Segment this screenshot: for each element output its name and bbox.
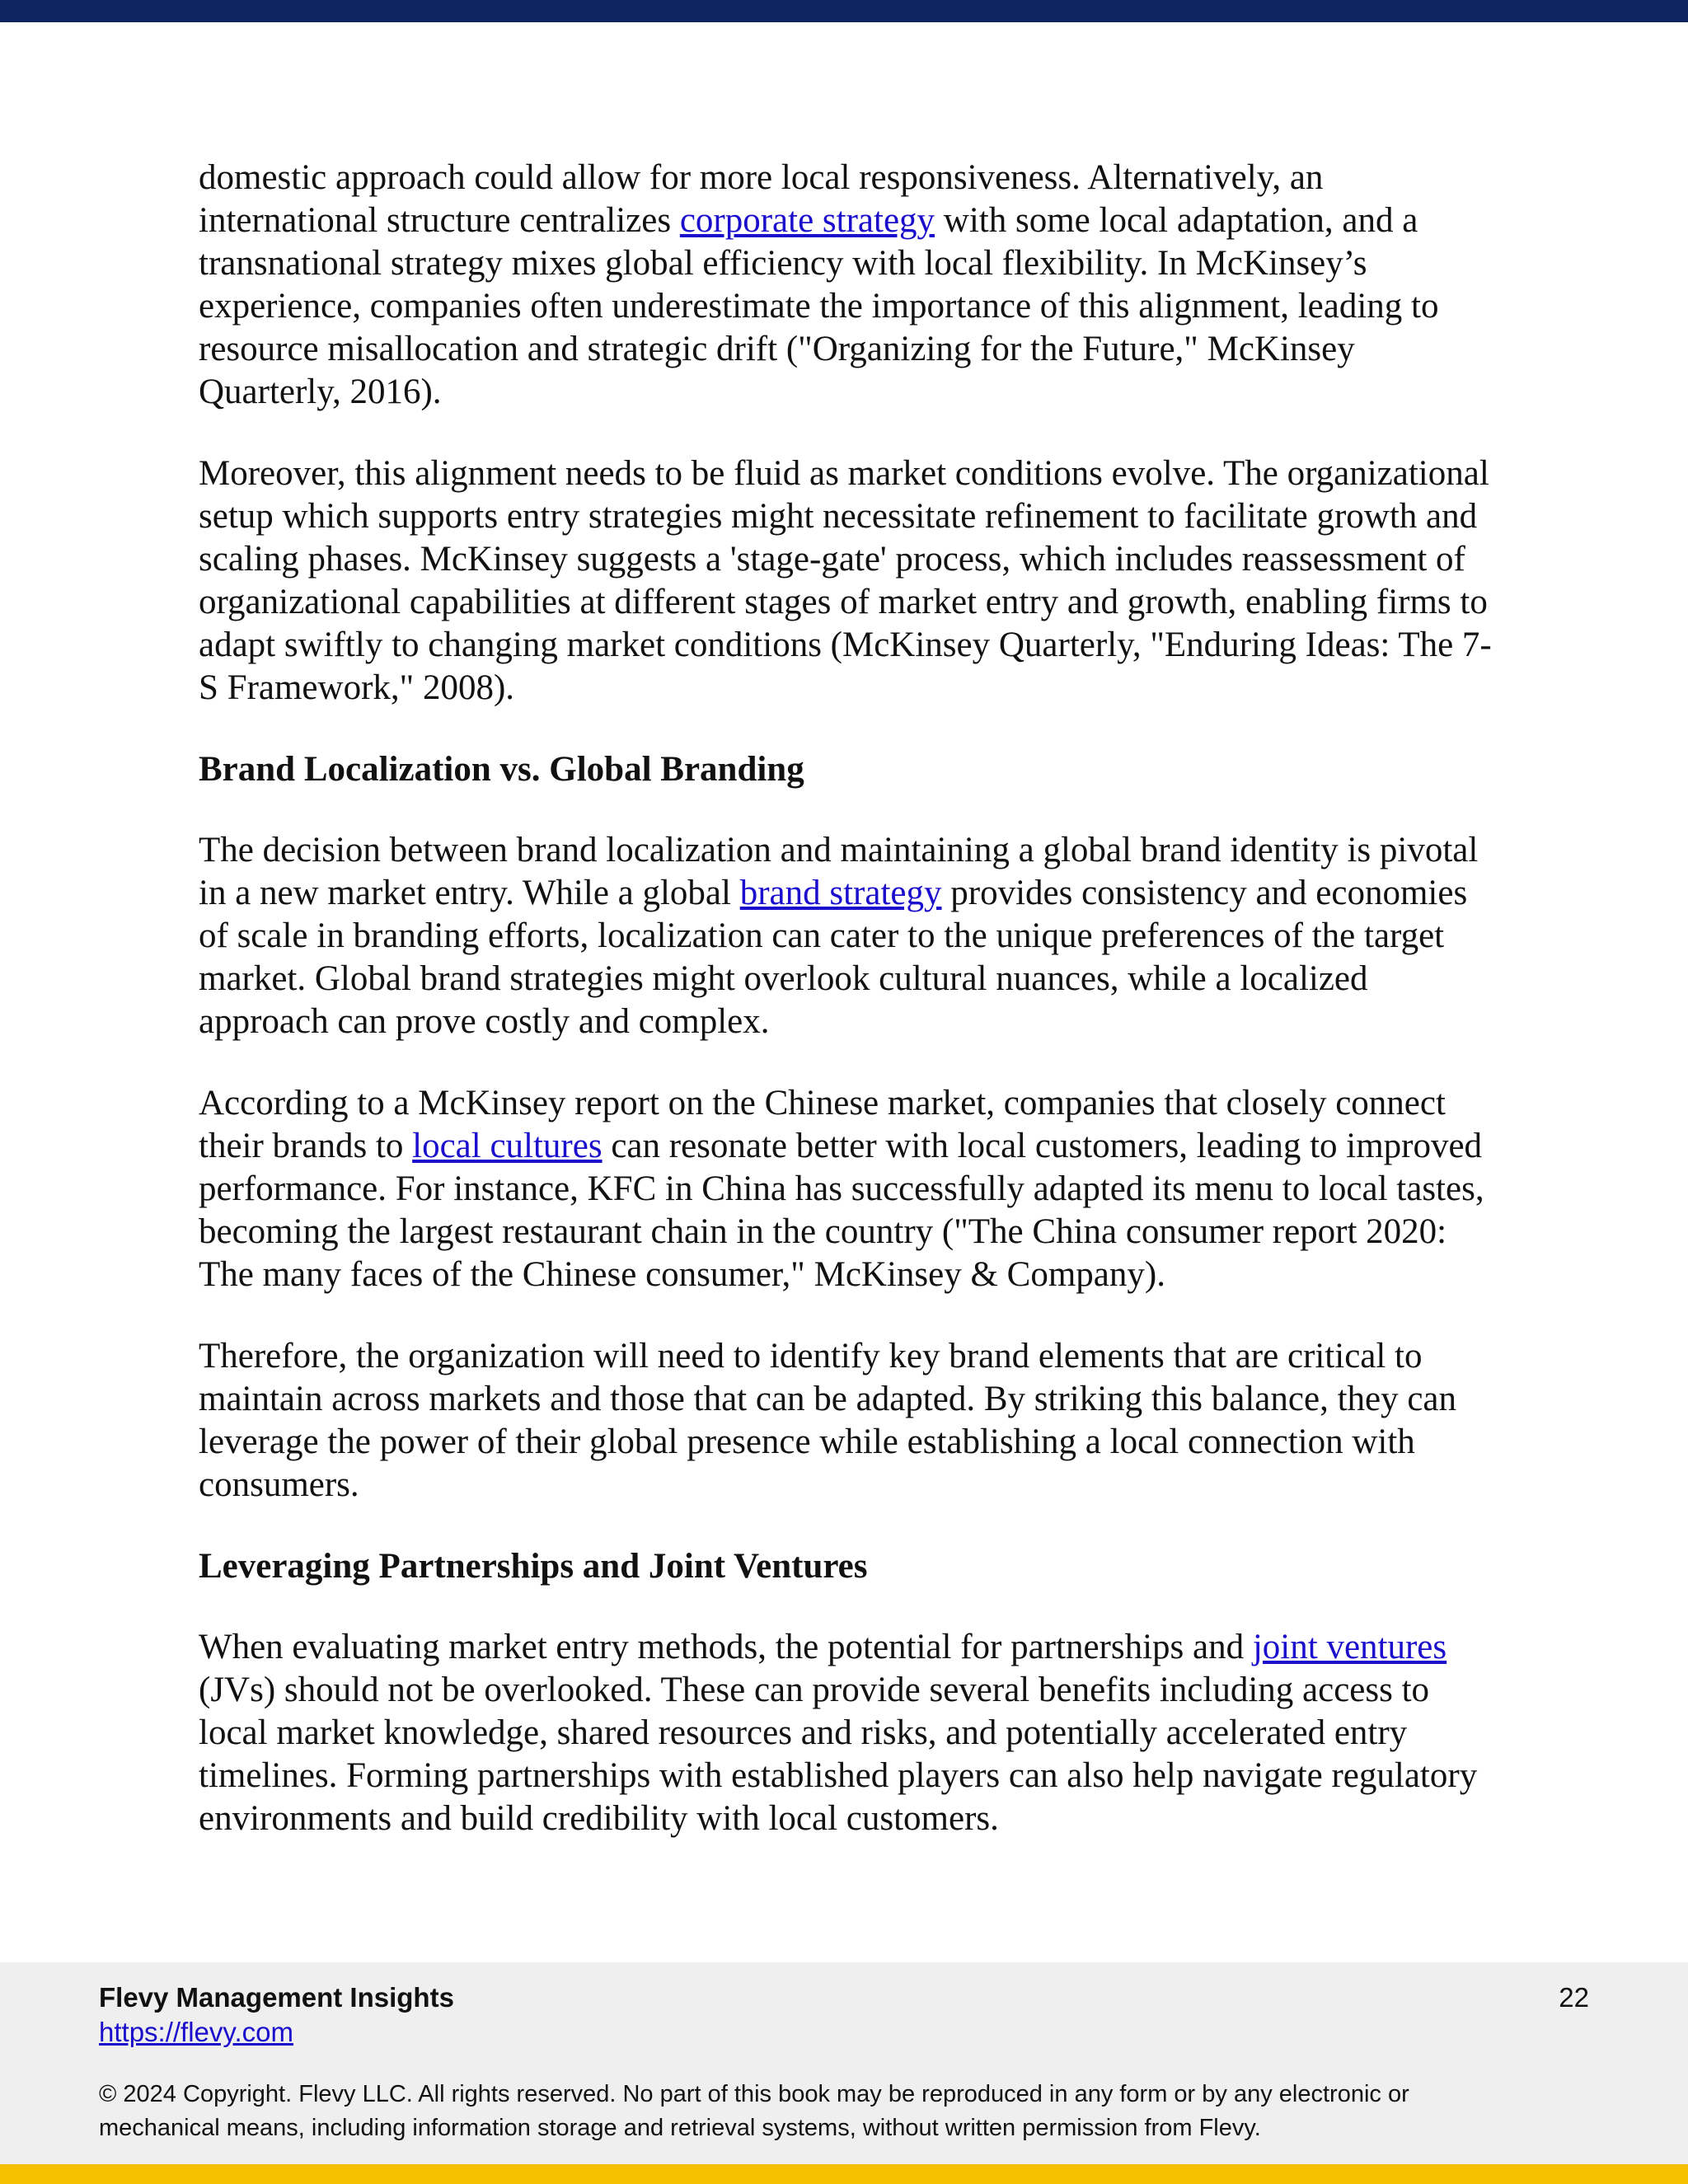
footer-title: Flevy Management Insights	[99, 1982, 454, 2013]
paragraph-2: Moreover, this alignment needs to be fluid as market conditions evolve. The organizational setup which supports entry strategies might necessitate refinement to facilitate growth and scaling phases. McKinsey suggests a 'stage-gate' process, which includes reassessment of organizational capabilities at different stages of market entry and growth, enabling firms to adapt swiftly to changing market conditions (McKinsey Quarterly, "Enduring Ideas: The 7-S Framework," 2008).	[199, 454, 1492, 707]
page-number: 22	[1559, 1982, 1589, 2013]
paragraph-1: domestic approach could allow for more local responsiveness. Alternatively, an international structure centralizes corporate strategy with some local adaptation, and a transnational strategy mixes global efficiency with local flexibility. In McKinsey’s experience, companies often underestimate the importance of this alignment, leading to resource misallocation and strategic drift ("Organizing for the Future," McKinsey Quarterly, 2016).	[199, 158, 1439, 411]
section-heading-partnerships: Leveraging Partnerships and Joint Ventures	[199, 1547, 868, 1586]
joint-ventures-link[interactable]: joint ventures	[1252, 1628, 1447, 1666]
copyright-notice: © 2024 Copyright. Flevy LLC. All rights reserved. No part of this book may be reproduced in any form or by any electronic or mechanical means, including information storage and retrieval systems, without written permission from Flevy.	[99, 2081, 1409, 2141]
page-footer	[0, 1962, 1688, 2164]
document-body	[199, 157, 1493, 1879]
local-cultures-link[interactable]: local cultures	[412, 1127, 603, 1165]
top-accent-bar	[0, 0, 1688, 22]
paragraph-4: According to a McKinsey report on the Chinese market, companies that closely connect their brands to local cultures can resonate better with local customers, leading to improved performance. For instance, KFC in China has successfully adapted its menu to local tastes, becoming the largest restaurant chain in the country ("The China consumer report 2020: The many faces of the Chinese consumer," McKinsey & Company).	[199, 1084, 1484, 1294]
section-heading-brand-localization: Brand Localization vs. Global Branding	[199, 750, 804, 789]
paragraph-5: Therefore, the organization will need to identify key brand elements that are critical to maintain across markets and those that can be adapted. By striking this balance, they can leverage the power of their global presence while establishing a local connection with consumers.	[199, 1337, 1457, 1504]
brand-strategy-link[interactable]: brand strategy	[739, 874, 942, 912]
footer-url-link[interactable]: https://flevy.com	[99, 2017, 293, 2047]
bottom-accent-bar	[0, 2164, 1688, 2184]
paragraph-6: When evaluating market entry methods, the potential for partnerships and joint ventures (JVs) should not be overlooked. These can provide several benefits including access to local market knowledge, shared resources and risks, and potentially accelerated entry timelines. Forming partnerships with established players can also help navigate regulatory environments and build credibility with local customers.	[199, 1628, 1478, 1838]
corporate-strategy-link[interactable]: corporate strategy	[679, 201, 935, 240]
paragraph-3: The decision between brand localization and maintaining a global brand identity is pivotal in a new market entry. While a global brand strategy provides consistency and economies of scale in branding efforts, localization can cater to the unique preferences of the target market. Global brand strategies might overlook cultural nuances, while a localized approach can prove costly and complex.	[199, 831, 1479, 1041]
